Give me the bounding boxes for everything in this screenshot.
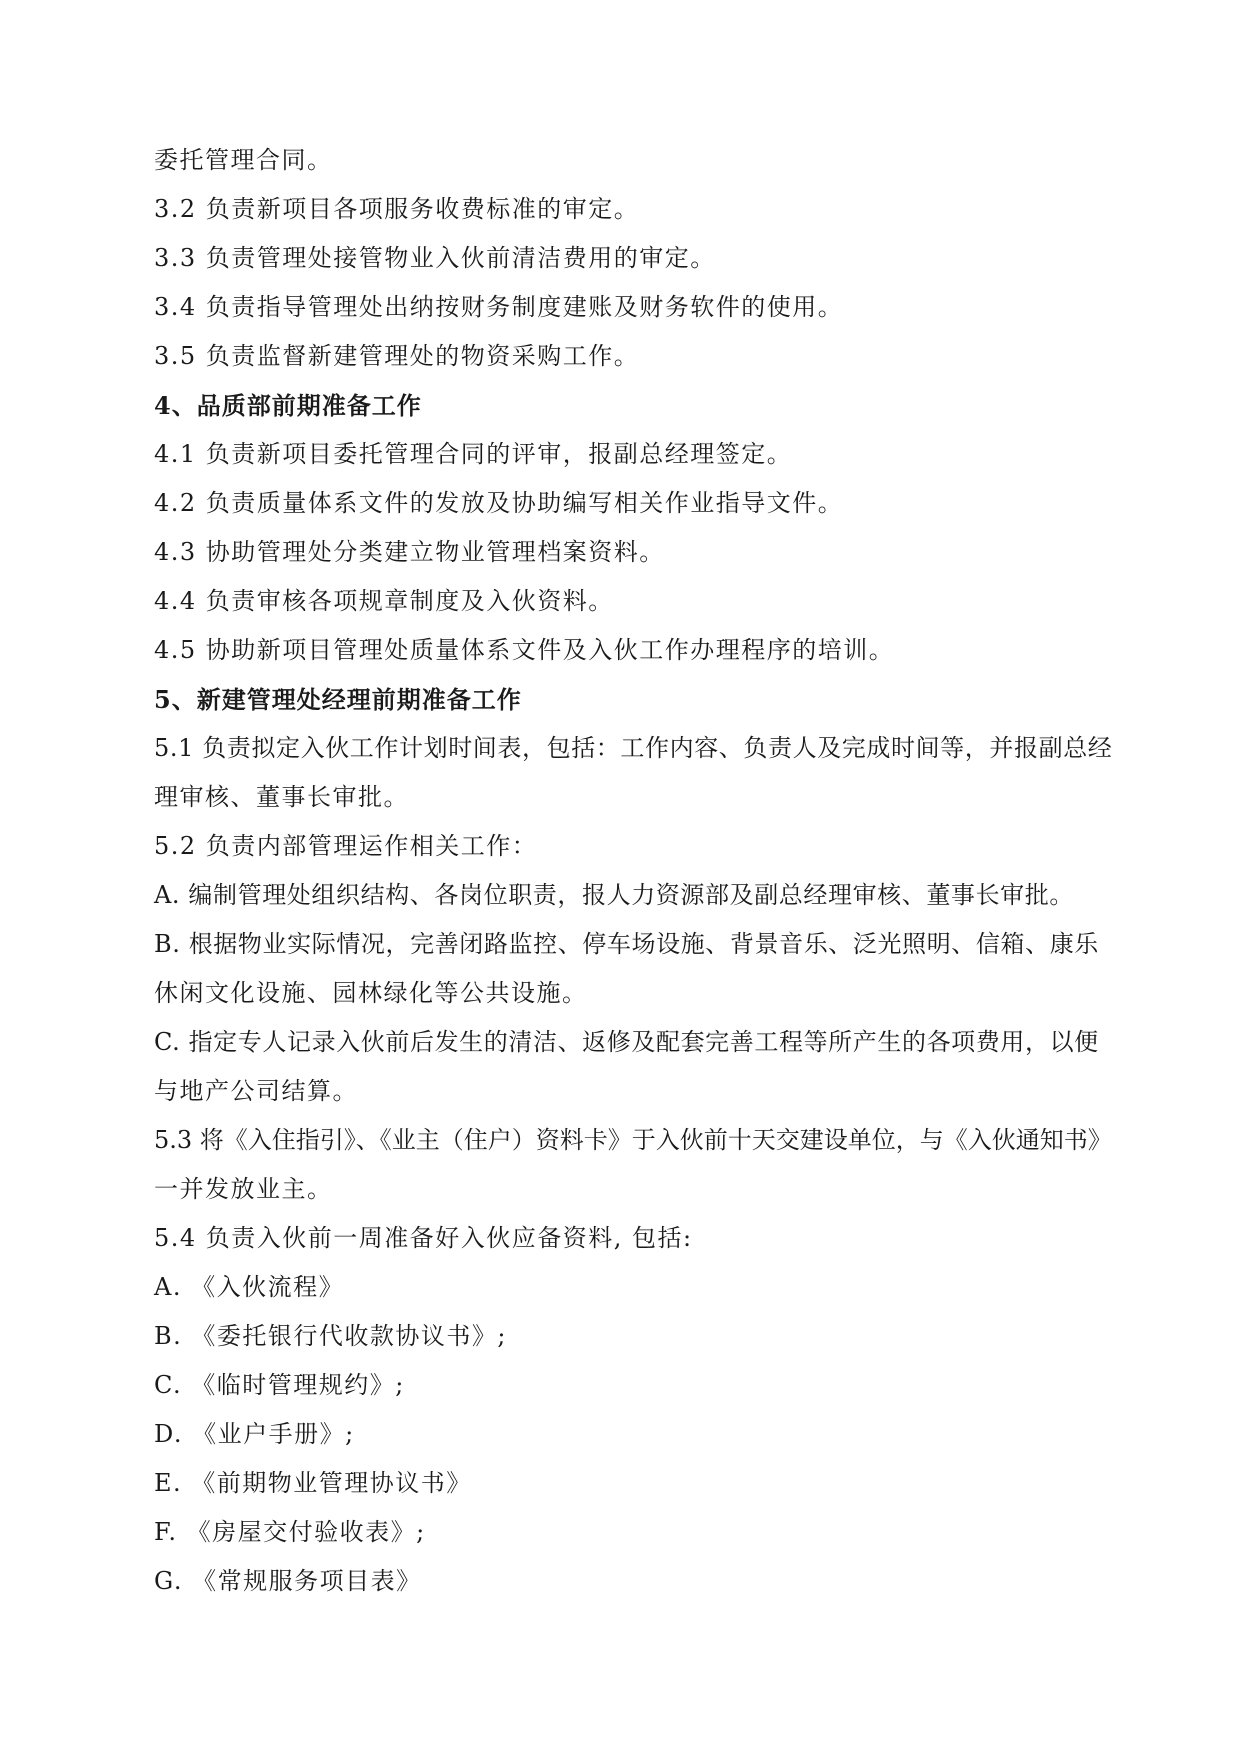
section-heading: 5、新建管理处经理前期准备工作 [154,685,522,714]
text-line: 3.4 负责指导管理处出纳按财务制度建账及财务软件的使用。 [154,293,844,321]
document-page [154,136,1124,1606]
text-line: 4.4 负责审核各项规章制度及入伙资料。 [154,587,614,615]
text-line: 3.3 负责管理处接管物业入伙前清洁费用的审定。 [154,244,716,272]
text-line: 4.3 协助管理处分类建立物业管理档案资料。 [154,538,665,566]
list-item: B. 《委托银行代收款协议书》; [154,1322,507,1350]
text-line: C. 指定专人记录入伙前后发生的清洁、返修及配套完善工程等所产生的各项费用，以便 [154,1028,1099,1056]
text-line: 理审核、董事长审批。 [154,783,409,811]
list-item: E. 《前期物业管理协议书》 [154,1469,472,1497]
text-line: 4.2 负责质量体系文件的发放及协助编写相关作业指导文件。 [154,489,844,517]
text-line: 委托管理合同。 [154,146,333,174]
text-line: B. 根据物业实际情况，完善闭路监控、停车场设施、背景音乐、泛光照明、信箱、康乐 [154,930,1099,958]
text-line: 与地产公司结算。 [154,1077,358,1105]
text-line: 4.1 负责新项目委托管理合同的评审，报副总经理签定。 [154,440,793,468]
list-item: F. 《房屋交付验收表》; [154,1518,426,1546]
text-line: 休闲文化设施、园林绿化等公共设施。 [154,979,588,1007]
list-item: G. 《常规服务项目表》 [154,1567,422,1595]
list-item: C. 《临时管理规约》; [154,1371,405,1399]
text-line: 5.3 将《入住指引》、《业主（住户）资料卡》于入伙前十天交建设单位，与《入伙通知书》 [154,1126,1112,1154]
text-line: 一并发放业主。 [154,1175,333,1203]
text-line: 5.2 负责内部管理运作相关工作： [154,832,538,860]
section-heading: 4、品质部前期准备工作 [154,391,422,420]
text-line: 3.5 负责监督新建管理处的物资采购工作。 [154,342,640,370]
text-line: 5.4 负责入伙前一周准备好入伙应备资料, 包括: [154,1224,693,1252]
text-line: A. 编制管理处组织结构、各岗位职责，报人力资源部及副总经理审核、董事长审批。 [154,881,1074,909]
text-line: 3.2 负责新项目各项服务收费标准的审定。 [154,195,640,223]
text-line: 4.5 协助新项目管理处质量体系文件及入伙工作办理程序的培训。 [154,636,895,664]
list-item: A. 《入伙流程》 [154,1273,345,1301]
text-line: 5.1 负责拟定入伙工作计划时间表，包括：工作内容、负责人及完成时间等，并报副总经 [154,734,1113,762]
list-item: D. 《业户手册》; [154,1420,355,1448]
